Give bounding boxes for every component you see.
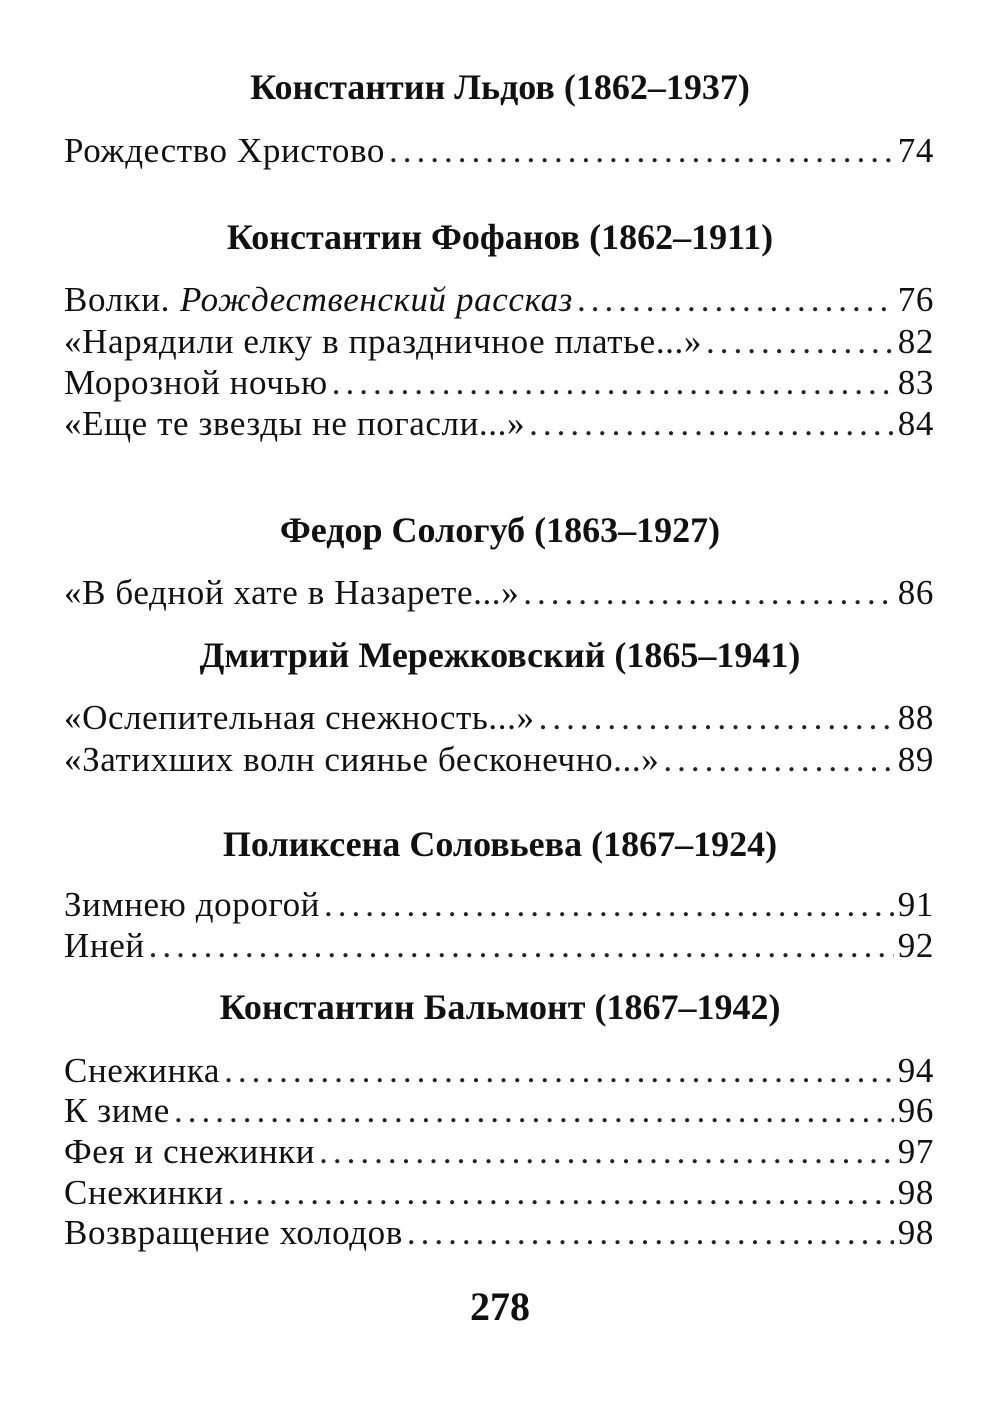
toc-entry [64,1131,934,1173]
dot-leader [224,1050,894,1092]
dot-leader [174,1090,894,1132]
dot-leader [324,884,894,926]
author-heading: Дмитрий Мережковский (1865–1941) [199,635,801,675]
entry-title: «Еще те звезды не погасли...» [64,404,526,443]
entry-title: Возвращение холодов [64,1213,403,1252]
entry-title: Морозной ночью [64,363,328,402]
dot-leader [577,279,894,321]
entry-page-number: 98 [897,1173,934,1212]
toc-entry [64,739,934,781]
toc-entry [64,130,934,172]
entry-page-number: 97 [897,1132,934,1171]
entry-title: К зиме [64,1091,170,1130]
toc-entry [64,1212,934,1254]
toc-entry [64,321,934,363]
toc-entry [64,884,934,926]
dot-leader [706,321,894,363]
author-heading: Константин Фофанов (1862–1911) [226,217,774,257]
entry-title: Фея и снежинки [64,1132,316,1171]
author-heading: Константин Бальмонт (1867–1942) [219,987,781,1027]
entry-page-number: 76 [897,280,934,319]
dot-leader [319,1131,894,1173]
dot-leader [332,362,894,404]
toc-entry [64,925,934,967]
dot-leader [663,739,893,781]
entry-page-number: 82 [897,322,934,361]
entry-page-number: 94 [897,1051,934,1090]
toc-entry [64,1172,934,1214]
dot-leader [389,130,894,172]
entry-title: Рождество Христово [64,131,385,170]
toc-entry [64,362,934,404]
entry-page-number: 96 [897,1091,934,1130]
entry-title: Снежинка [64,1051,221,1090]
toc-entry [64,1090,934,1132]
dot-leader [228,1172,894,1214]
toc-entry [64,572,934,614]
dot-leader [539,697,894,739]
entry-page-number: 91 [897,885,934,924]
entry-subtitle: Рождественский рассказ [179,280,573,319]
dot-leader [407,1212,894,1254]
author-heading: Федор Сологуб (1863–1927) [279,510,721,550]
entry-page-number: 83 [897,363,934,402]
dot-leader [149,925,894,967]
entry-page-number: 98 [897,1213,934,1252]
toc-entry [64,403,934,445]
toc-entry [64,697,934,739]
dot-leader [529,403,894,445]
entry-title: Иней [64,926,145,965]
entry-title: «В бедной хате в Назарете...» [64,573,520,612]
entry-title: «Ослепительная снежность...» [64,698,535,737]
dot-leader [523,572,894,614]
toc-entry [64,1050,934,1092]
entry-title: «Нарядили елку в праздничное платье...» [64,322,702,361]
entry-page-number: 86 [897,573,934,612]
entry-title: Снежинки [64,1173,224,1212]
entry-page-number: 92 [897,926,934,965]
entry-title: Волки. [64,280,170,319]
entry-page-number: 74 [897,131,934,170]
author-heading: Поликсена Соловьева (1867–1924) [222,824,778,864]
toc-entry [64,279,934,321]
author-heading: Константин Льдов (1862–1937) [250,67,750,107]
entry-title: Зимнею дорогой [64,885,320,924]
entry-page-number: 88 [897,698,934,737]
entry-page-number: 89 [897,740,934,779]
entry-page-number: 84 [897,404,934,443]
entry-title: «Затихших волн сиянье бесконечно...» [64,740,660,779]
page-number: 278 [470,1284,530,1329]
